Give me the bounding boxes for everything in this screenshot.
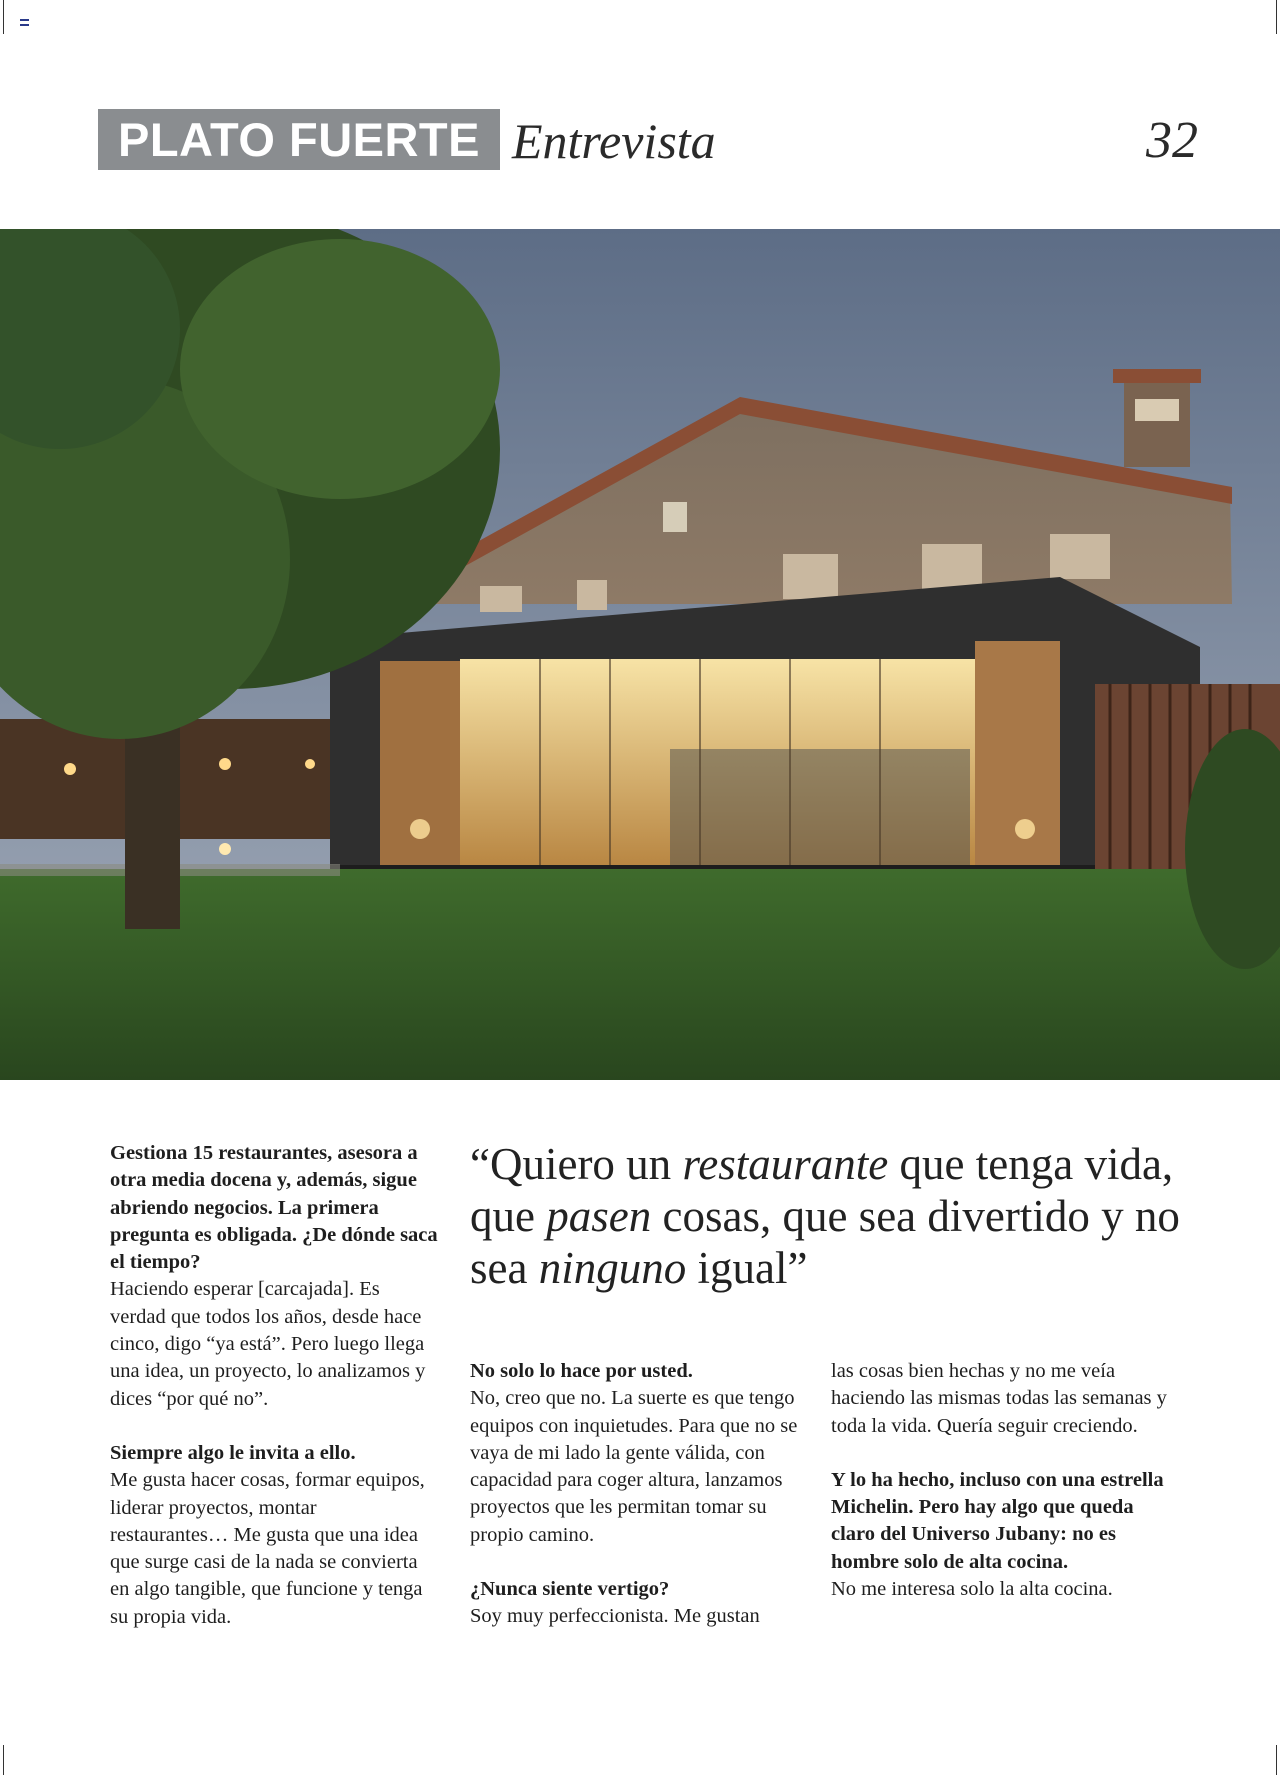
paragraph-gap [110, 1413, 440, 1440]
pull-quote-part: que tenga vida, que [470, 1139, 1174, 1241]
paragraph-gap [470, 1549, 800, 1576]
page-number: 32 [1146, 112, 1198, 169]
crop-mark-bottom-left [3, 1745, 4, 1775]
section-tag: PLATO FUERTE [98, 109, 500, 170]
pull-quote-part-italic: ninguno [538, 1243, 687, 1293]
interview-answer: Soy muy perfeccionista. Me gustan [470, 1605, 760, 1628]
section-subtitle: Entrevista [512, 113, 716, 169]
pull-quote-part: igual” [686, 1243, 808, 1293]
crop-mark-bottom-right [1276, 1745, 1277, 1775]
interview-question: Gestiona 15 restaurantes, asesora a otra media docena y, además, sigue abriendo negocios. La primera pregunta es obligada. ¿De dónde saca el tiempo? [110, 1142, 438, 1274]
interview-answer: No, creo que no. La suerte es que tengo equipos con inquietudes. Para que no se vaya de mi lado la gente válida, con capacidad para coger altura, lanzamos proyectos que les permitan tomar su propio camino. [470, 1387, 798, 1546]
crop-mark-top-left [3, 0, 4, 34]
paragraph-gap [831, 1440, 1171, 1467]
interview-answer: las cosas bien hechas y no me veía haciendo las mismas todas las semanas y toda la vida. Quería seguir creciendo. [831, 1360, 1167, 1437]
page-header [98, 109, 1198, 170]
interview-answer: Me gusta hacer cosas, formar equipos, liderar proyectos, montar restaurantes… Me gusta que una idea que surge casi de la nada se convierta en algo tangible, que funcione y tenga su propia vida. [110, 1469, 425, 1628]
article-column-1 [110, 1140, 440, 1631]
interview-answer: No me interesa solo la alta cocina. [831, 1578, 1113, 1601]
article-column-2 [470, 1358, 800, 1631]
pull-quote-part-italic: restaurante [682, 1139, 889, 1189]
pull-quote [470, 1138, 1190, 1294]
pull-quote-part-italic: pasen [546, 1191, 652, 1241]
pull-quote-part: “Quiero un [470, 1139, 683, 1189]
pull-quote-part: cosas, que sea divertido y no sea [470, 1191, 1180, 1293]
interview-question: No solo lo hace por usted. [470, 1360, 693, 1382]
interview-answer: Haciendo esperar [carcajada]. Es verdad que todos los años, desde hace cinco, digo “ya está”. Pero luego llega una idea, un proyecto, lo analizamos y dices “por qué no”. [110, 1278, 426, 1410]
interview-question: Siempre algo le invita a ello. [110, 1441, 356, 1464]
menu-icon[interactable] [20, 19, 29, 26]
crop-mark-top-right [1276, 0, 1277, 34]
article-column-3 [831, 1358, 1171, 1603]
interview-question: ¿Nunca siente vertigo? [470, 1578, 670, 1601]
interview-question: Y lo ha hecho, incluso con una estrella Michelin. Pero hay algo que queda claro del Universo Jubany: no es hombre solo de alta cocina. [831, 1468, 1164, 1573]
restaurant-exterior-photo [0, 229, 1280, 1080]
